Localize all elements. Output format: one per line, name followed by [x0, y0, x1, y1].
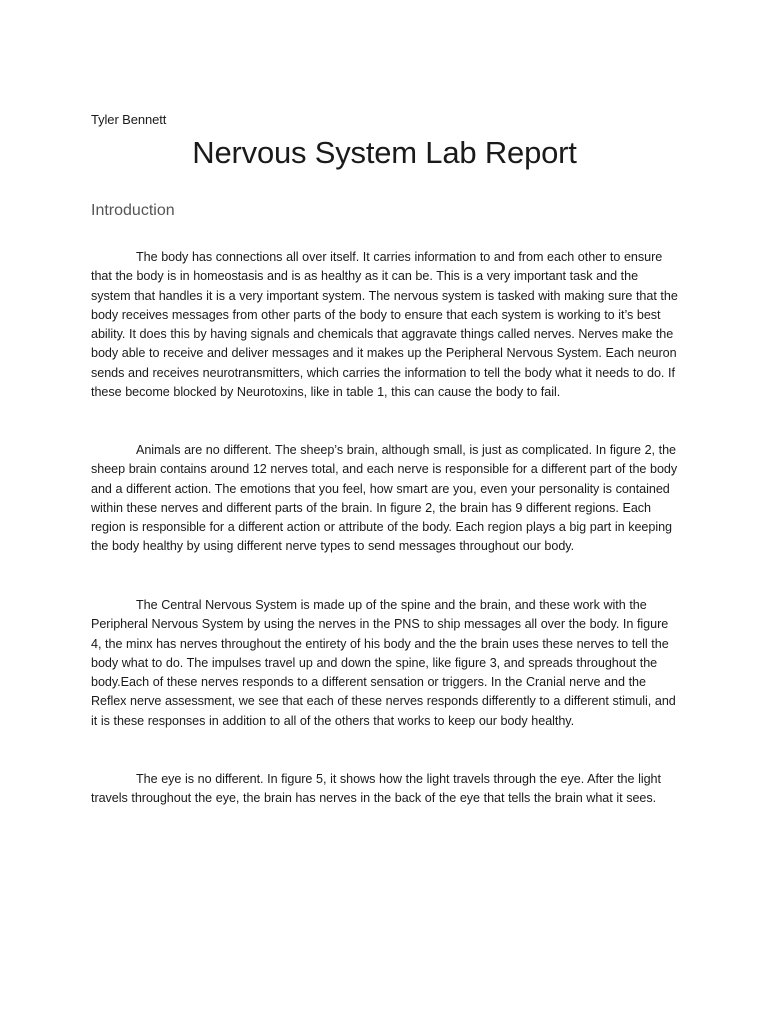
paragraph-2: Animals are no different. The sheep’s brain, although small, is just as complicated. In figure 2, the sheep brain contains around 12 nerves total, and each nerve is responsible for a different part of the body and a different action. The emotions that you feel, how smart are you, even your personality is contained within these nerves and different parts of the brain. In figure 2, the brain has 9 different regions. Each region is responsible for a different action or attribute of the body. Each region plays a big part in keeping the body healthy by using different nerve types to send messages throughout our body.	[91, 443, 678, 554]
paragraph-4: The eye is no different. In figure 5, it shows how the light travels through the eye. After the light travels throughout the eye, the brain has nerves in the back of the eye that tells the brain what it sees.	[91, 772, 661, 806]
paragraph-3: The Central Nervous System is made up of the spine and the brain, and these work with the Peripheral Nervous System by using the nerves in the PNS to ship messages all over the body. In figure 4, the minx has nerves throughout the entirety of his body and the the brain uses these nerves to tell the body what to do. The impulses travel up and down the spine, like figure 3, and spreads throughout the body.Each of these nerves responds to a different sensation or triggers. In the Cranial nerve and the Reflex nerve assessment, we see that each of these nerves responds differently to a different stimuli, and it is these responses in addition to all of the others that works to keep our body healthy.	[91, 598, 676, 728]
paragraph-1: The body has connections all over itself. It carries information to and from each other to ensure that the body is in homeostasis and is as healthy as it can be. This is a very important task and the system that handles it is a very important system. The nervous system is tasked with making sure that the body receives messages from other parts of the body to ensure that each system is working to it’s best ability. It does this by having signals and chemicals that aggravate things called nerves. Nerves make the body able to receive and deliver messages and it makes up the Peripheral Nervous System. Each neuron sends and receives neurotransmitters, which carries the information to tell the body what it needs to do. If these become blocked by Neurotoxins, like in table 1, this can cause the body to fail.	[91, 250, 678, 400]
section-heading: Introduction	[91, 202, 175, 219]
author-name: Tyler Bennett	[91, 112, 167, 127]
document-title: Nervous System Lab Report	[192, 135, 577, 170]
